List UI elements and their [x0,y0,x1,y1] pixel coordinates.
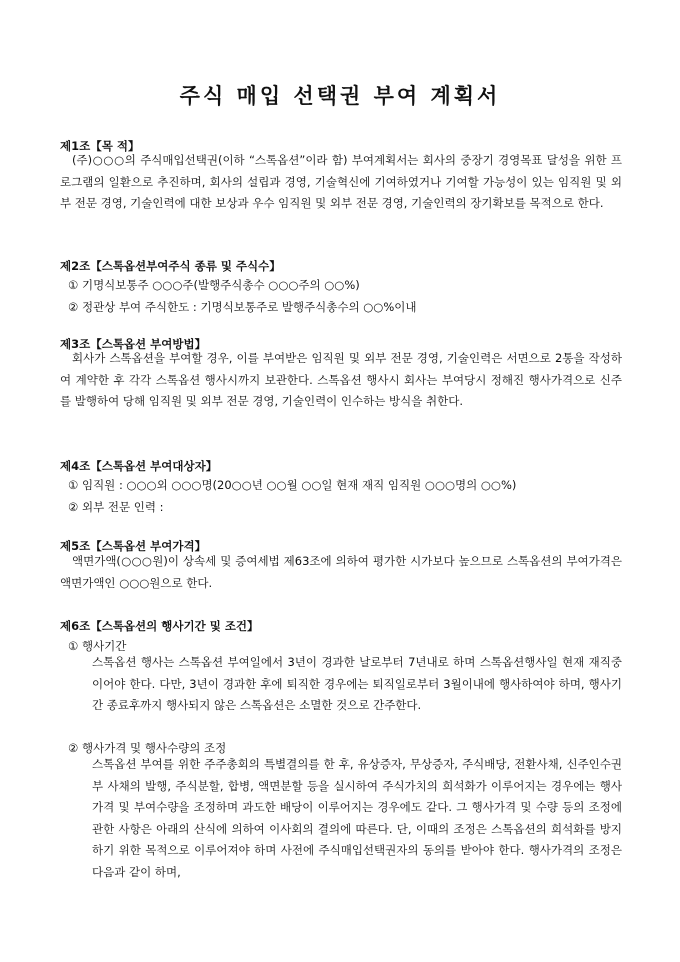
article-6-sub-2-heading: ② 행사가격 및 행사수량의 조정 [68,741,227,755]
article-3-text: 회사가 스톡옵션을 부여할 경우, 이를 부여받은 임직원 및 외부 전문 경영, 기술인력은 서면으로 2통을 작성하여 계약한 후 각각 스톡옵션 행사시까지 보관한다. 스톡옵션 행사시 회사는 부여당시 정해진 행사가격으로 신주를 발행하여 당해 임직원 및 외부 전문 경영, 기술인력이 인수하는 방식을 취한다. [60,351,622,409]
article-4-item-2: ② 외부 전문 인력 : [68,500,164,514]
document-title: 주식 매입 선택권 부여 계획서 [179,83,501,108]
article-6-heading: 제6조【스톡옵션의 행사기간 및 조건】 [60,619,259,633]
article-6-sub-1-text: 스톡옵션 행사는 스톡옵션 부여일에서 3년이 경과한 날로부터 7년내로 하며 스톡옵션행사일 현재 재직중이어야 한다. 다만, 3년이 경과한 후에 퇴직한 경우에는 퇴직일로부터 3월이내에 행사하여야 하며, 행사기간 종료후까지 행사되지 않은 스톡옵션은 소멸한 것으로 간주한다. [92,655,622,713]
article-4-heading: 제4조【스톡옵션 부여대상자】 [60,459,218,473]
article-5-heading: 제5조【스톡옵션 부여가격】 [60,539,207,553]
article-6-sub-2-text: 스톡옵션 부여를 위한 주주총회의 특별결의를 한 후, 유상증자, 무상증자, 주식배당, 전환사채, 신주인수권부 사채의 발행, 주식분할, 합병, 액면분할 등을 실시하여 주식가치의 희석화가 이루어지는 경우에는 행사가격 및 부여수량을 조정하며 과도한 배당이 이루어지는 경우에도 같다. 그 행사가격 및 수량 등의 조정에 관한 사항은 아래의 산식에 의하여 이사회의 결의에 따른다. 단, 이때의 조정은 스톡옵션의 희석화를 방지하기 위한 목적으로 이루어져야 하며 사전에 주식매입선택권자의 동의를 받아야 한다. 행사가격의 조정은 다음과 같이 하며, [92,757,622,879]
article-2-heading: 제2조【스톡옵션부여주식 종류 및 주식수】 [60,259,281,273]
article-4-item-1: ① 임직원 : ○○○외 ○○○명(20○○년 ○○월 ○○일 현재 재직 임직원 ○○○명의 ○○%) [68,478,517,492]
article-2-item-1: ① 기명식보통주 ○○○주(발행주식총수 ○○○주의 ○○%) [68,278,360,292]
article-5-text: 액면가액(○○○원)이 상속세 및 증여세법 제63조에 의하여 평가한 시가보다 높으므로 스톡옵션의 부여가격은 액면가액인 ○○○원으로 한다. [60,554,622,590]
article-6-sub-1-heading: ① 행사기간 [68,639,127,653]
article-1-text: (주)○○○의 주식매입선택권(이하 “스톡옵션”이라 함) 부여계획서는 회사의 중장기 경영목표 달성을 위한 프로그램의 일환으로 추진하며, 회사의 설립과 경영, 기술혁신에 기여하였거나 기여할 가능성이 있는 임직원 및 외부 전문 경영, 기술인력에 대한 보상과 우수 임직원 및 외부 전문 경영, 기술인력의 장기확보를 목적으로 한다. [60,153,622,211]
article-2-item-2: ② 정관상 부여 주식한도 : 기명식보통주로 발행주식총수의 ○○%이내 [68,300,417,314]
article-3-heading: 제3조【스톡옵션 부여방법】 [60,337,207,351]
article-1-heading: 제1조【목 적】 [60,139,140,153]
